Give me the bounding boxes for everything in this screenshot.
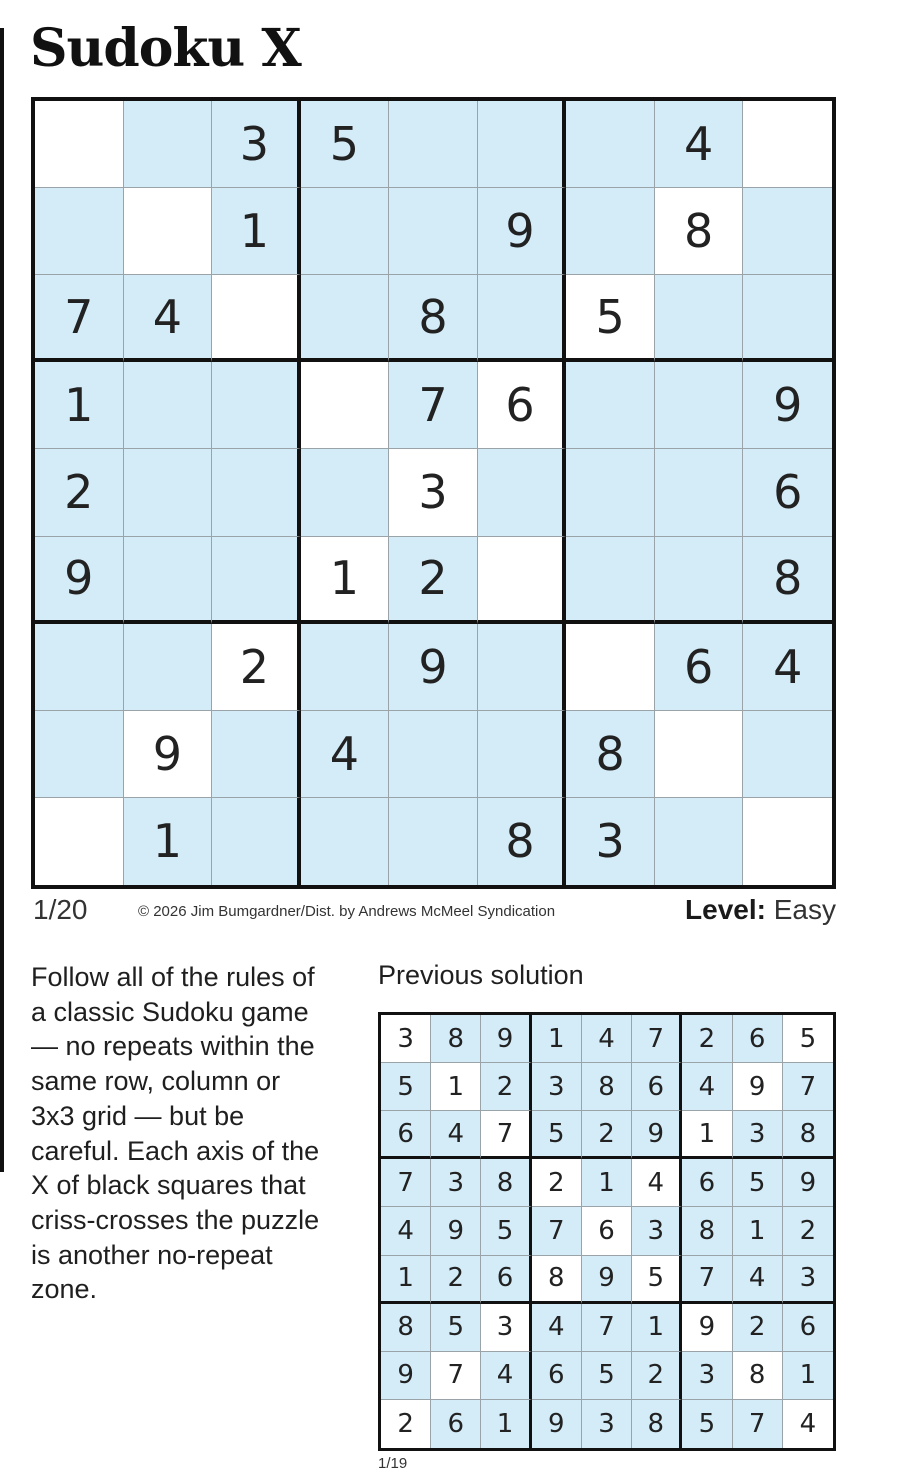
solution-cell: 1 bbox=[783, 1352, 833, 1400]
solution-cell: 7 bbox=[783, 1063, 833, 1111]
solution-cell: 1 bbox=[381, 1256, 431, 1304]
solution-cell: 7 bbox=[632, 1015, 682, 1063]
solution-cell: 8 bbox=[381, 1304, 431, 1352]
solution-cell: 1 bbox=[582, 1159, 632, 1207]
puzzle-cell[interactable] bbox=[655, 537, 744, 624]
puzzle-cell[interactable] bbox=[124, 449, 213, 536]
solution-cell: 6 bbox=[381, 1111, 431, 1159]
solution-cell: 1 bbox=[431, 1063, 481, 1111]
puzzle-cell[interactable]: 5 bbox=[566, 275, 655, 362]
puzzle-cell[interactable] bbox=[35, 711, 124, 798]
solution-cell: 4 bbox=[582, 1015, 632, 1063]
solution-cell: 5 bbox=[532, 1111, 582, 1159]
puzzle-cell[interactable] bbox=[743, 711, 832, 798]
solution-cell: 6 bbox=[582, 1207, 632, 1255]
solution-cell: 3 bbox=[431, 1159, 481, 1207]
puzzle-cell[interactable] bbox=[743, 798, 832, 885]
solution-cell: 7 bbox=[481, 1111, 531, 1159]
solution-cell: 2 bbox=[431, 1256, 481, 1304]
solution-cell: 8 bbox=[632, 1400, 682, 1448]
previous-solution-title: Previous solution bbox=[378, 960, 584, 990]
puzzle-cell[interactable] bbox=[212, 798, 301, 885]
puzzle-cell[interactable] bbox=[124, 624, 213, 711]
puzzle-cell[interactable] bbox=[743, 101, 832, 188]
solution-cell: 3 bbox=[733, 1111, 783, 1159]
puzzle-cell[interactable]: 1 bbox=[35, 362, 124, 449]
solution-cell: 7 bbox=[431, 1352, 481, 1400]
left-rule bbox=[0, 28, 4, 1172]
puzzle-cell[interactable]: 6 bbox=[655, 624, 744, 711]
puzzle-cell[interactable] bbox=[389, 798, 478, 885]
solution-cell: 7 bbox=[682, 1256, 732, 1304]
solution-cell: 2 bbox=[632, 1352, 682, 1400]
puzzle-cell[interactable] bbox=[212, 711, 301, 798]
solution-cell: 6 bbox=[431, 1400, 481, 1448]
solution-cell: 6 bbox=[783, 1304, 833, 1352]
puzzle-cell[interactable] bbox=[566, 624, 655, 711]
solution-cell: 9 bbox=[481, 1015, 531, 1063]
solution-cell: 2 bbox=[582, 1111, 632, 1159]
puzzle-cell[interactable] bbox=[478, 537, 567, 624]
solution-cell: 5 bbox=[632, 1256, 682, 1304]
solution-cell: 6 bbox=[733, 1015, 783, 1063]
solution-cell: 4 bbox=[431, 1111, 481, 1159]
solution-cell: 1 bbox=[733, 1207, 783, 1255]
solution-cell: 3 bbox=[783, 1256, 833, 1304]
puzzle-cell[interactable] bbox=[566, 537, 655, 624]
solution-cell: 7 bbox=[532, 1207, 582, 1255]
puzzle-cell[interactable] bbox=[566, 101, 655, 188]
solution-cell: 2 bbox=[682, 1015, 732, 1063]
puzzle-cell[interactable] bbox=[212, 537, 301, 624]
solution-cell: 6 bbox=[682, 1159, 732, 1207]
solution-cell: 4 bbox=[532, 1304, 582, 1352]
puzzle-cell[interactable]: 3 bbox=[566, 798, 655, 885]
solution-cell: 8 bbox=[431, 1015, 481, 1063]
puzzle-cell[interactable]: 9 bbox=[478, 188, 567, 275]
puzzle-cell[interactable] bbox=[301, 449, 390, 536]
puzzle-cell[interactable]: 2 bbox=[35, 449, 124, 536]
page-title: Sudoku X bbox=[30, 18, 301, 79]
solution-cell: 2 bbox=[481, 1063, 531, 1111]
solution-cell: 6 bbox=[532, 1352, 582, 1400]
puzzle-cell[interactable] bbox=[124, 537, 213, 624]
puzzle-cell[interactable] bbox=[212, 449, 301, 536]
solution-cell: 9 bbox=[532, 1400, 582, 1448]
puzzle-cell[interactable]: 9 bbox=[35, 537, 124, 624]
puzzle-cell[interactable] bbox=[566, 362, 655, 449]
solution-cell: 9 bbox=[431, 1207, 481, 1255]
solution-cell: 2 bbox=[783, 1207, 833, 1255]
solution-cell: 5 bbox=[682, 1400, 732, 1448]
puzzle-number: 1/20 bbox=[33, 894, 88, 925]
solution-cell: 2 bbox=[733, 1304, 783, 1352]
puzzle-cell[interactable] bbox=[478, 711, 567, 798]
solution-cell: 2 bbox=[381, 1400, 431, 1448]
solution-cell: 3 bbox=[582, 1400, 632, 1448]
solution-cell: 4 bbox=[682, 1063, 732, 1111]
puzzle-cell[interactable] bbox=[35, 798, 124, 885]
puzzle-cell[interactable] bbox=[301, 798, 390, 885]
solution-cell: 3 bbox=[532, 1063, 582, 1111]
puzzle-cell[interactable] bbox=[743, 188, 832, 275]
solution-cell: 3 bbox=[381, 1015, 431, 1063]
puzzle-cell[interactable]: 1 bbox=[124, 798, 213, 885]
solution-cell: 4 bbox=[381, 1207, 431, 1255]
solution-cell: 1 bbox=[682, 1111, 732, 1159]
solution-cell: 5 bbox=[431, 1304, 481, 1352]
solution-cell: 1 bbox=[481, 1400, 531, 1448]
puzzle-cell[interactable]: 7 bbox=[389, 362, 478, 449]
puzzle-cell[interactable] bbox=[478, 275, 567, 362]
puzzle-cell[interactable]: 4 bbox=[743, 624, 832, 711]
puzzle-cell[interactable]: 1 bbox=[212, 188, 301, 275]
puzzle-cell[interactable] bbox=[301, 188, 390, 275]
puzzle-cell[interactable] bbox=[212, 275, 301, 362]
solution-cell: 8 bbox=[481, 1159, 531, 1207]
solution-cell: 1 bbox=[532, 1015, 582, 1063]
puzzle-cell[interactable] bbox=[301, 275, 390, 362]
solution-cell: 6 bbox=[481, 1256, 531, 1304]
puzzle-cell[interactable] bbox=[655, 449, 744, 536]
solution-cell: 5 bbox=[381, 1063, 431, 1111]
puzzle-cell[interactable]: 5 bbox=[301, 101, 390, 188]
puzzle-cell[interactable] bbox=[655, 362, 744, 449]
puzzle-cell[interactable] bbox=[655, 275, 744, 362]
puzzle-cell[interactable]: 4 bbox=[655, 101, 744, 188]
solution-cell: 4 bbox=[783, 1400, 833, 1448]
puzzle-cell[interactable] bbox=[655, 798, 744, 885]
puzzle-cell[interactable] bbox=[301, 362, 390, 449]
puzzle-cell[interactable]: 7 bbox=[35, 275, 124, 362]
solution-cell: 3 bbox=[632, 1207, 682, 1255]
puzzle-cell[interactable] bbox=[566, 449, 655, 536]
puzzle-cell[interactable]: 8 bbox=[566, 711, 655, 798]
solution-cell: 4 bbox=[733, 1256, 783, 1304]
puzzle-cell[interactable] bbox=[743, 275, 832, 362]
solution-cell: 3 bbox=[682, 1352, 732, 1400]
puzzle-cell[interactable] bbox=[478, 101, 567, 188]
puzzle-cell[interactable] bbox=[478, 449, 567, 536]
puzzle-cell[interactable]: 2 bbox=[389, 537, 478, 624]
solution-cell: 9 bbox=[783, 1159, 833, 1207]
puzzle-cell[interactable] bbox=[35, 101, 124, 188]
puzzle-cell[interactable]: 3 bbox=[389, 449, 478, 536]
puzzle-grid bbox=[31, 97, 836, 889]
level-value: Easy bbox=[773, 894, 836, 925]
puzzle-cell[interactable] bbox=[566, 188, 655, 275]
puzzle-cell[interactable]: 4 bbox=[124, 275, 213, 362]
puzzle-cell[interactable]: 9 bbox=[743, 362, 832, 449]
puzzle-cell[interactable] bbox=[478, 624, 567, 711]
puzzle-cell[interactable] bbox=[301, 624, 390, 711]
solution-cell: 8 bbox=[682, 1207, 732, 1255]
solution-cell: 5 bbox=[582, 1352, 632, 1400]
solution-cell: 7 bbox=[582, 1304, 632, 1352]
puzzle-cell[interactable] bbox=[389, 711, 478, 798]
puzzle-cell[interactable] bbox=[389, 101, 478, 188]
previous-solution-number: 1/19 bbox=[378, 1455, 408, 1472]
puzzle-cell[interactable]: 9 bbox=[389, 624, 478, 711]
solution-cell: 8 bbox=[532, 1256, 582, 1304]
puzzle-cell[interactable] bbox=[124, 101, 213, 188]
solution-cell: 5 bbox=[783, 1015, 833, 1063]
solution-cell: 9 bbox=[632, 1111, 682, 1159]
puzzle-cell[interactable] bbox=[35, 188, 124, 275]
solution-cell: 8 bbox=[582, 1063, 632, 1111]
solution-cell: 9 bbox=[733, 1063, 783, 1111]
puzzle-cell[interactable] bbox=[389, 188, 478, 275]
solution-cell: 3 bbox=[481, 1304, 531, 1352]
instructions-text: Follow all of the rules of a classic Sudoku game — no repeats within the same row, column or 3x3 grid — but be careful. Each axis of the X of black squares that criss-crosses the puzzle is another no-repeat zone. bbox=[31, 962, 320, 1305]
puzzle-cell[interactable]: 8 bbox=[389, 275, 478, 362]
puzzle-cell[interactable] bbox=[124, 362, 213, 449]
puzzle-cell[interactable] bbox=[35, 624, 124, 711]
difficulty-level bbox=[685, 894, 836, 926]
puzzle-cell[interactable] bbox=[124, 188, 213, 275]
puzzle-cell[interactable]: 9 bbox=[124, 711, 213, 798]
solution-cell: 5 bbox=[481, 1207, 531, 1255]
solution-cell: 7 bbox=[733, 1400, 783, 1448]
puzzle-cell[interactable] bbox=[655, 711, 744, 798]
solution-cell: 9 bbox=[682, 1304, 732, 1352]
puzzle-cell[interactable]: 6 bbox=[478, 362, 567, 449]
solution-cell: 4 bbox=[481, 1352, 531, 1400]
solution-cell: 5 bbox=[733, 1159, 783, 1207]
puzzle-cell[interactable]: 2 bbox=[212, 624, 301, 711]
puzzle-cell[interactable]: 6 bbox=[743, 449, 832, 536]
puzzle-cell[interactable] bbox=[212, 362, 301, 449]
solution-cell: 1 bbox=[632, 1304, 682, 1352]
solution-cell: 7 bbox=[381, 1159, 431, 1207]
puzzle-cell[interactable]: 8 bbox=[743, 537, 832, 624]
solution-cell: 8 bbox=[783, 1111, 833, 1159]
level-label: Level: bbox=[685, 894, 766, 925]
puzzle-cell[interactable]: 1 bbox=[301, 537, 390, 624]
copyright-notice: © 2026 Jim Bumgardner/Dist. by Andrews McMeel Syndication bbox=[138, 903, 556, 920]
solution-cell: 2 bbox=[532, 1159, 582, 1207]
puzzle-cell[interactable]: 8 bbox=[655, 188, 744, 275]
solution-cell: 9 bbox=[381, 1352, 431, 1400]
solution-cell: 4 bbox=[632, 1159, 682, 1207]
solution-cell: 8 bbox=[733, 1352, 783, 1400]
solution-cell: 6 bbox=[632, 1063, 682, 1111]
solution-cell: 9 bbox=[582, 1256, 632, 1304]
puzzle-cell[interactable]: 8 bbox=[478, 798, 567, 885]
previous-solution-grid bbox=[378, 1012, 836, 1451]
puzzle-cell[interactable]: 3 bbox=[212, 101, 301, 188]
puzzle-cell[interactable]: 4 bbox=[301, 711, 390, 798]
